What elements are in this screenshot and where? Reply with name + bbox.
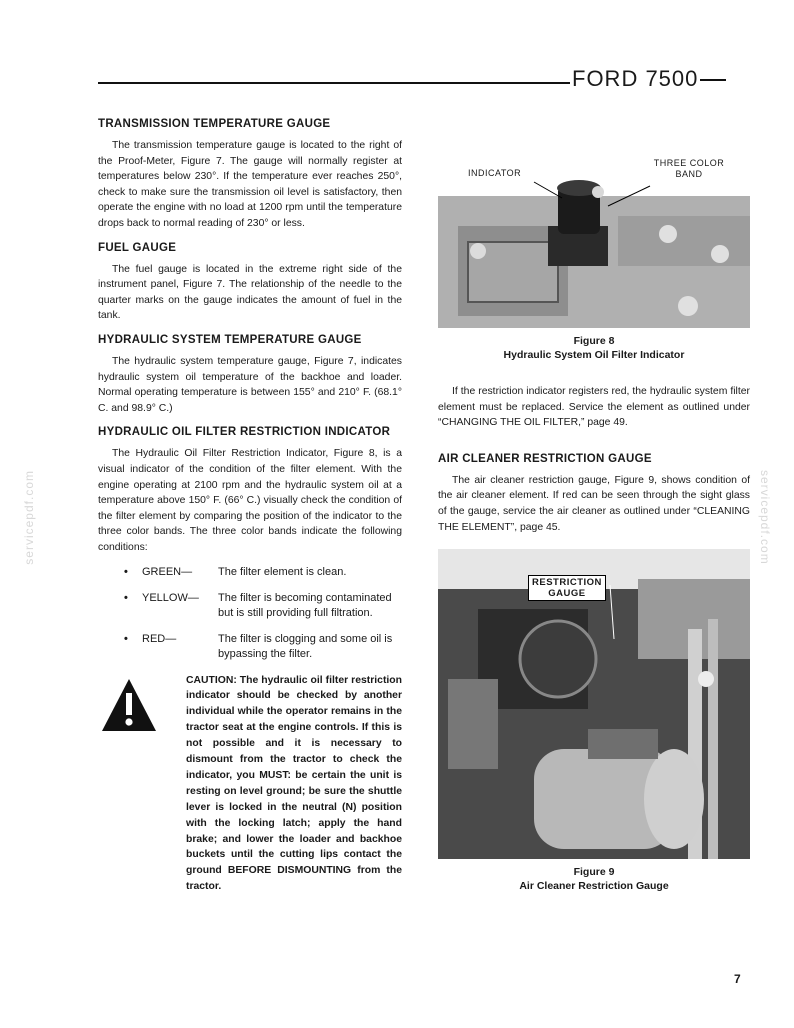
list-item-desc: The filter is clogging and some oil is bypassing the filter. [218, 632, 393, 661]
section-body-fuel: The fuel gauge is located in the extreme right side of the instrument panel, Figure 7. The relationship of the needle to the quarter marks on the gauge indicates the amount of fuel in the tank. [98, 263, 402, 322]
figure-9-title: Air Cleaner Restriction Gauge [519, 880, 669, 893]
section-heading-transmission: TRANSMISSION TEMPERATURE GAUGE [98, 118, 331, 130]
figure-8-photo [438, 156, 750, 328]
bullet-icon: • [124, 632, 128, 645]
left-column [98, 118, 402, 895]
list-item-term: GREEN— [142, 566, 193, 579]
warning-triangle-icon [98, 673, 186, 896]
figure-8-number: Figure 8 [573, 335, 615, 347]
section-body-hydraulic-temp: The hydraulic system temperature gauge, Figure 7, indicates hydraulic system oil temperature of the backhoe and loader. Normal operating temperature is between 155° and 210° F. (68.1° C. and 98.9° C.) [98, 355, 402, 414]
section-heading-air-cleaner: AIR CLEANER RESTRICTION GAUGE [438, 452, 652, 465]
bullet-icon: • [124, 591, 128, 604]
callout-restriction-gauge [528, 575, 606, 601]
color-band-list [98, 565, 402, 662]
list-item-term: YELLOW— [142, 591, 199, 604]
header-rule [98, 82, 570, 84]
callout-line-2: GAUGE [548, 588, 586, 600]
list-item-desc: The filter is becoming contaminated but is still providing full filtration. [218, 591, 392, 620]
list-item [98, 591, 402, 622]
figure-8-title: Hydraulic System Oil Filter Indicator [503, 349, 685, 361]
right-column [438, 148, 750, 893]
watermark-left: servicepdf.com [22, 470, 36, 565]
section-heading-filter-indicator: HYDRAULIC OIL FILTER RESTRICTION INDICATOR [98, 426, 391, 439]
section-heading-hydraulic-temp: HYDRAULIC SYSTEM TEMPERATURE GAUGE [98, 333, 362, 346]
bullet-icon: • [124, 566, 128, 579]
header-trailing-dash [700, 79, 726, 81]
caution-text: CAUTION: The hydraulic oil filter restriction indicator should be checked by another individual while the operator remains in the tractor seat at the engine controls. If this is not possible and it is necessary to dismount from the tractor to check the indicator, you MUST: be certain the unit is resting on level ground; be sure the shuttle lever is locked in the neutral (N) position with the locking latch; apply the hand brake; and lower the loader and backhoe buckets until the cutting lips contact the ground BEFORE DISMOUNTING from the tractor. [186, 674, 402, 893]
list-item [98, 632, 402, 663]
list-item-desc: The filter element is clean. [218, 566, 347, 579]
section-body-transmission: The transmission temperature gauge is located to the right of the Proof-Meter, Figure 7. The gauge will normally register at temperatures below 230°. If the temperature ever reaches 250°, check to make sure the transmission oil level is satisfactory, then operate the engine with no load at 1200 rpm until the temperature drops back to normal reading of 230° or less. [98, 140, 402, 229]
list-item-term: RED— [142, 632, 177, 645]
callout-line-2: BAND [675, 169, 703, 179]
figure-9-photo [438, 549, 750, 859]
caution-block [98, 673, 402, 896]
page-number: 7 [734, 972, 741, 986]
figure-9-number: Figure 9 [573, 866, 615, 879]
figure-8-caption [438, 334, 750, 362]
section-body-air-cleaner: The air cleaner restriction gauge, Figure 9, shows condition of the air cleaner element. If red can be seen through the sight glass of the gauge, service the air cleaner as outlined under “CLEANING THE ELEMENT”, page 45. [438, 474, 750, 533]
callout-line-1: RESTRICTION [532, 577, 602, 589]
figure-9-caption [438, 865, 750, 893]
list-item [98, 565, 402, 580]
section-heading-fuel: FUEL GAUGE [98, 241, 177, 254]
section-body-filter-indicator: The Hydraulic Oil Filter Restriction Indicator, Figure 8, is a visual indicator of the condition of the filter element. With the engine operating at 2100 rpm and the hydraulic system oil at a temperature above 150° F. (66° C.) visually check the condition of the filter element by comparing the position of the indicator to the three color bands. The three color bands indicate the following conditions: [98, 448, 402, 553]
callout-line-1: THREE COLOR [653, 158, 725, 168]
page-header-title: FORD 7500 [572, 66, 726, 92]
callout-three-color-band [634, 158, 744, 180]
callout-indicator: INDICATOR [468, 168, 522, 178]
watermark-right: servicepdf.com [758, 470, 772, 565]
figure-8-followup-text: If the restriction indicator registers red, the hydraulic system filter element must be replaced. Service the element as outlined under “CHANGING THE OIL FILTER,” page 49. [438, 386, 750, 429]
